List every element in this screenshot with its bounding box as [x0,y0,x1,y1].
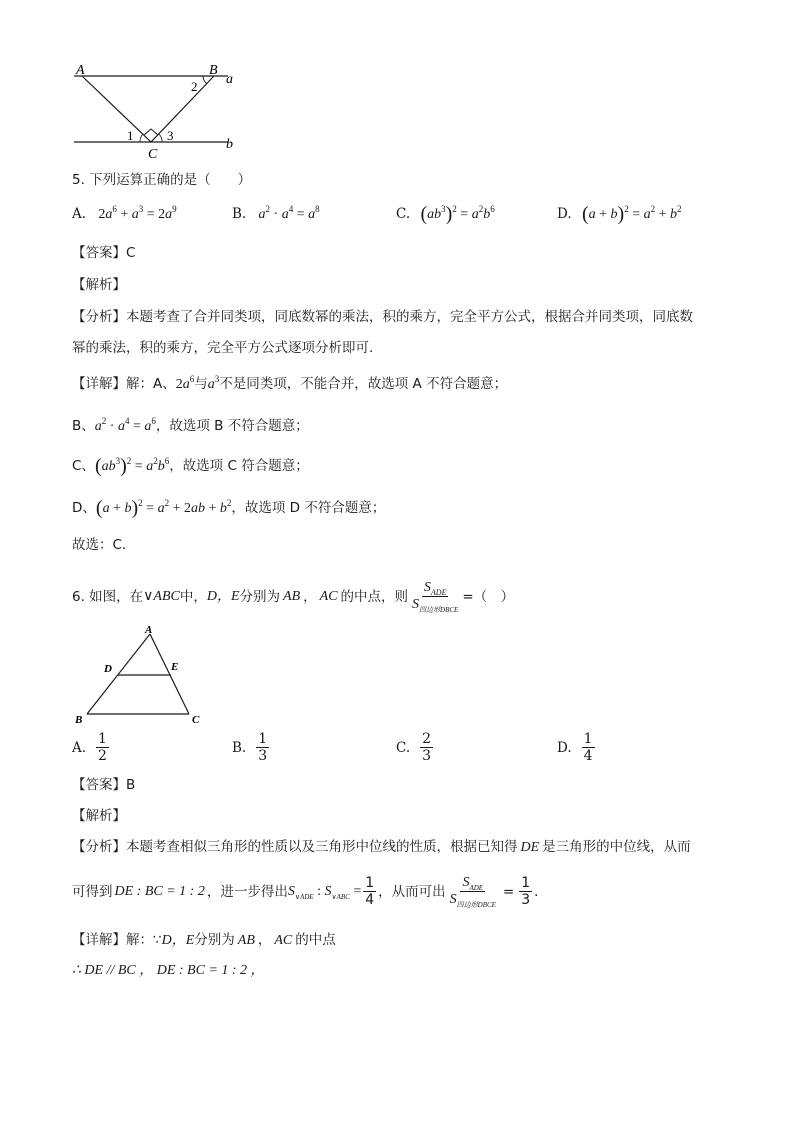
q6-analysis-line2-b: ，进一步得出 [206,883,288,900]
right-angle-mark [144,129,158,135]
q6-stem-mid3: 的中点，则 [340,588,409,605]
q5-option-b-label: B. [232,206,247,222]
q6-stem-mid1: 中， [179,588,207,605]
q5-analysis-line1: 【分析】本题考查了合并同类项，同底数幂的乘法，积的乘方，完全平方公式，根据合并同类项，同底数 [72,309,693,325]
q5-option-a-label: A. [72,206,87,222]
q6-option-d-label: D. [557,739,572,756]
q5-detail-d-prefix: D、 [72,500,96,516]
q6-detail-1-de: D，E [161,933,195,948]
segment-ac [150,634,189,714]
q5-option-b-formula: $a^2 \cdot a^4 = a^8$ [258,204,320,222]
q5-detail-b-formula: $a^2 \cdot a^4 = a^6$ [94,416,156,434]
q6-frac-den: S [412,597,420,612]
q6-analysis-line1 [72,838,691,857]
q6-detail-1-ab: AB [237,933,255,948]
q6-answer: 【答案】B [72,777,136,793]
q5-detail-d [72,499,385,518]
q6-option-a-den: 2 [98,748,107,764]
q6-stem-mid2: 分别为 [239,588,281,605]
label-D: D [104,663,112,675]
q5-choose: 故选：C． [72,537,136,553]
q6-option-d-num: 1 [583,731,593,747]
q5-detail-a-suffix: 不是同类项，不能合并，故选项 A 不符合题意； [219,376,508,392]
q6-frac-den-sub: 四边形DBCE [419,606,459,614]
q5-detail-c-formula: $(ab^3)^2 = a^2b^6$ [94,455,170,477]
q6-analysis-line2-end: ． [534,883,548,900]
label-E: E [171,661,179,673]
q5-detail-b [72,417,309,436]
q6-stem-ac: AC [319,588,338,604]
q5-detail-c-prefix: C、 [72,458,95,474]
label-b: b [226,137,233,152]
label-a: a [226,72,233,87]
q6-analysis-line1-a: 【分析】本题考查相似三角形的性质以及三角形中位线的性质，根据已知得 [72,839,518,855]
q6-frac-num: S [423,580,431,595]
segment-ac [82,76,151,142]
q6-option-d-fraction [582,732,595,763]
segment-ab [87,634,150,714]
q5-option-c[interactable] [396,205,495,224]
q5-option-d-formula: $(a + b)^2 = a^2 + b^2$ [581,203,682,225]
q6-stem-comma: ， [303,588,317,605]
label-C: C [148,147,158,160]
q6-analysis-quarter: $\frac{1}{4}$ [365,875,375,908]
label-A: A [145,624,153,636]
label-3: 3 [167,128,174,143]
label-A: A [76,63,85,78]
q6-stem-triangle: ∨ABC [143,588,180,604]
q5-option-b[interactable] [232,205,320,224]
q6-option-b-fraction [256,732,269,763]
q5-analysis-line2: 幂的乘法，积的乘方，完全平方公式逐项分析即可. [72,340,374,356]
q6-detail-1-a: 【详解】解：∵ [72,932,162,948]
triangle-figure [70,620,210,732]
label-2: 2 [191,79,198,94]
q6-analysis-area-ratio: $S_{\vee ADE}$ : $S_{\vee ABC}$ = [287,883,362,901]
q5-option-c-formula: $(ab^3)^2 = a^2b^6$ [420,203,495,225]
q6-jiexi-heading: 【解析】 [72,808,126,824]
q6-analysis-line2-a: 可得到 [72,883,113,900]
q6-option-b[interactable] [232,732,271,763]
q6-stem-ab: AB [283,588,301,604]
q6-option-b-den: 3 [258,748,268,764]
q5-option-a[interactable] [72,205,177,224]
q6-option-a-fraction [96,732,109,763]
q5-detail-b-suffix: ，故选项 B 不符合题意； [155,418,309,434]
label-B: B [75,714,83,726]
q5-detail-c-suffix: ，故选项 C 符合题意； [169,458,309,474]
q6-option-c-num: 2 [422,731,432,747]
q6-option-a[interactable] [72,732,111,763]
q6-stem-suffix: =（ ） [462,588,515,605]
q6-detail-1-b: 分别为 [194,932,235,948]
q5-detail-b-prefix: B、 [72,418,95,434]
q5-detail-a-term1: $2a^6$ [175,374,195,392]
q6-detail-1-c: 的中点 [295,932,336,948]
q5-answer: 【答案】C [72,245,136,261]
q6-stem-fraction [410,581,460,612]
q5-detail-a-mid: 与 [194,376,208,392]
q6-option-d[interactable] [557,732,597,763]
parallel-lines-figure [70,62,250,160]
q6-analysis-line2: 可得到 DE : BC = 1 : 2 ，进一步得出 $S_{\vee ADE}$ : $S_{\vee ABC}$ = $\frac{1}{4}$ ，从而可出 $\frac{S_{ADE}}{S_{四边形DBCE}}$ = $\frac{1}{3}$ ． [72,875,548,909]
label-C: C [192,714,200,726]
q6-option-c-fraction [420,732,433,763]
q6-option-a-num: 1 [98,731,107,747]
q6-stem-prefix: 6. 如图，在 [72,588,144,605]
q6-detail-1-ac: AC [274,933,293,948]
q6-analysis-line1-de: DE [520,840,540,855]
q6-detail-1 [72,931,336,950]
q6-option-c[interactable] [396,732,435,763]
label-B: B [209,63,218,78]
q5-option-d-label: D. [557,206,572,222]
q6-option-c-label: C. [396,739,411,756]
q6-frac-num-sub: ADE [430,588,447,597]
q6-option-a-label: A. [72,739,87,756]
q6-option-b-label: B. [232,739,247,756]
q6-option-d-den: 4 [583,748,593,764]
q5-detail-c [72,457,309,476]
q6-analysis-ratio: DE : BC = 1 : 2 [114,883,205,899]
q6-option-b-num: 1 [258,731,268,747]
q6-detail-1-comma: ， [257,932,272,948]
q6-stem [72,581,514,612]
q6-stem-de: D，E [206,588,240,604]
angle-2-arc [203,76,207,84]
q5-option-d[interactable] [557,205,682,224]
q6-analysis-third: $\frac{1}{3}$ [521,875,531,908]
q5-stem: 5. 下列运算正确的是（ ） [72,172,252,188]
q5-detail-a-term2: $a^3$ [207,374,220,392]
q5-detail-d-formula: $(a + b)^2 = a^2 + 2ab + b^2$ [95,497,232,519]
q5-detail-a-prefix: 【详解】解：A、 [72,376,176,392]
q5-detail-a [72,375,507,394]
segment-bc [151,76,214,142]
q6-detail-2: ∴ DE // BC ， DE : BC = 1 : 2 ， [72,963,265,978]
q5-option-c-label: C. [396,206,411,222]
q6-analysis-area-fraction: $\frac{S_{ADE}}{S_{四边形DBCE}}$ [449,875,496,909]
q6-option-c-den: 3 [422,748,432,764]
angle-3-arc [159,134,162,142]
q5-jiexi-heading: 【解析】 [72,277,126,293]
q5-detail-d-suffix: ，故选项 D 不符合题意； [231,500,386,516]
label-1: 1 [127,128,134,143]
angle-1-arc [140,134,143,142]
q5-option-a-formula: $2a^6 + a^3 = 2a^9$ [98,204,177,222]
q6-analysis-line2-c: ，从而可出 [378,883,446,900]
q6-analysis-line1-b: 是三角形的中位线，从而 [542,839,691,855]
